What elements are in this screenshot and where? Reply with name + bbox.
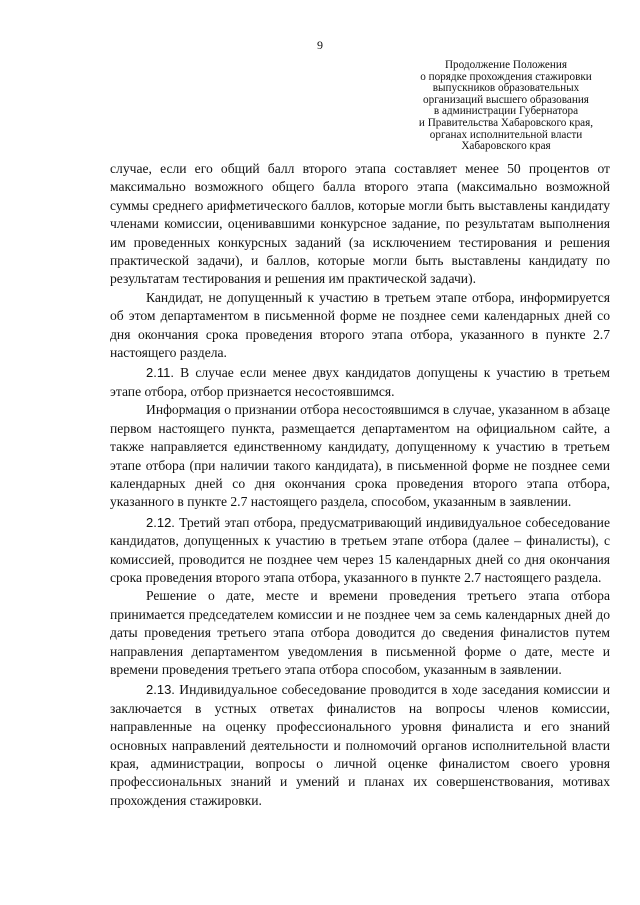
header-line: выпускников образовательных bbox=[432, 82, 580, 95]
paragraph bbox=[110, 401, 610, 511]
paragraph bbox=[110, 364, 610, 401]
header-line: и Правительства Хабаровского края, bbox=[418, 116, 594, 129]
header-line: организаций высшего образования bbox=[423, 93, 589, 106]
header-annotation bbox=[400, 60, 612, 153]
paragraph bbox=[110, 514, 610, 588]
page-number: 9 bbox=[317, 38, 323, 52]
paragraph bbox=[110, 160, 610, 289]
header-line: Продолжение Положения bbox=[444, 59, 568, 71]
paragraph-text: В случае если менее двух кандидатов допущены к участию в третьем этапе отбора, отбор признается несостоявшимся. bbox=[110, 365, 611, 399]
clause-number: 2.12. bbox=[146, 514, 175, 530]
paragraph bbox=[110, 289, 610, 363]
header-line: о порядке прохождения стажировки bbox=[420, 70, 592, 83]
paragraph-text: Информация о признании отбора несостоявшимся в случае, указанном в абзаце первом настоящего пункта, размещается департаментом на официальном сайте, а также направляется единственному кандидату, допущенному к участию в третьем этапе отбора (при наличии такого кандидата), в письменной форме не позднее семи календарных дней со дня окончания срока проведения второго этапа отбора, указанного в пункте 2.7 настоящего раздела, способом, указанным в заявлении. bbox=[110, 402, 610, 510]
clause-number: 2.13. bbox=[146, 682, 175, 698]
paragraph-text: Третий этап отбора, предусматривающий индивидуальное собеседование кандидатов, допущенных к участию в третьем этапе отбора (далее – финалисты), с комиссией, проводится не позднее чем через 15 календарных дней со дня окончания срока проведения второго этапа отбора, указанного в пункте 2.7 настоящего раздела. bbox=[110, 514, 610, 585]
document-body bbox=[110, 160, 610, 810]
header-line: в администрации Губернатора bbox=[433, 105, 579, 118]
paragraph-text: случае, если его общий балл второго этапа составляет менее 50 процентов от максимально возможного общего балла второго этапа (максимально возможной суммы среднего арифметического баллов, которые могли быть выставлены кандидату членами комиссии, оценивавшими конкурсное задание, по результатам выполнения им проведенных конкурсных заданий (за исключением тестирования и решения практической задачи), и баллов, которые могли быть выставлены кандидату по результатам тестирования и решения им практической задачи). bbox=[110, 161, 610, 287]
clause-number: 2.11. bbox=[146, 365, 174, 381]
paragraph-text: Кандидат, не допущенный к участию в третьем этапе отбора, информируется об этом департаментом в письменной форме не позднее семи календарных дней со дня окончания срока проведения второго этапа отбора, указанного в пункте 2.7 настоящего раздела. bbox=[110, 289, 610, 361]
paragraph bbox=[110, 587, 610, 679]
paragraph bbox=[110, 681, 610, 810]
header-line: органах исполнительной власти bbox=[429, 128, 583, 141]
header-line: Хабаровского края bbox=[461, 140, 551, 153]
paragraph-text: Решение о дате, месте и времени проведения третьего этапа отбора принимается председателем комиссии и не позднее чем за семь календарных дней до даты проведения третьего этапа отбора доводится до сведения финалистов путем направления департаментом уведомления в письменной форме о дате, месте и времени проведения третьего этапа отбора способом, указанным в заявлении. bbox=[110, 588, 610, 677]
paragraph-text: Индивидуальное собеседование проводится в ходе заседания комиссии и заключается в устных ответах финалистов на вопросы членов комиссии, направленные на оценку профессионального уровня финалиста и его знаний основных направлений деятельности и полномочий органов исполнительной власти края, администрации, вопросы о личной оценке финалистом своего уровня профессиональных знаний и умений и планах их совершенствования, мотивах прохождения стажировки. bbox=[110, 682, 610, 808]
